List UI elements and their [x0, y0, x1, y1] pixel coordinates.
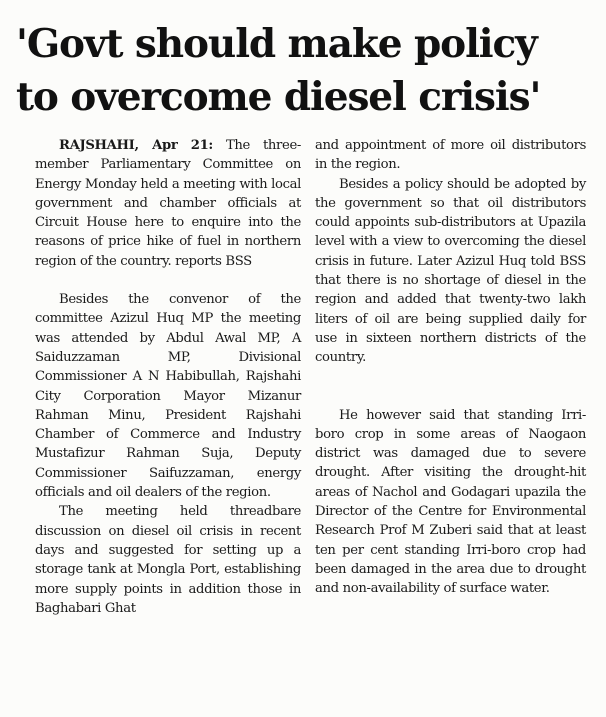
paragraph-1-text: The three-member Parliamentary Committee on Energy Monday held a meeting with local government and chamber officials at Circuit House here to enquire into the reasons of price hike of fuel in northern region of the country. reports BSS — [35, 138, 302, 269]
dateline: RAJSHAHI, Apr 21: — [59, 138, 213, 153]
article-paragraph-6: He however said that standing Irri-boro crop in some areas of Naogaon district was damaged due to severe drought. After visiting the drought-hit areas of Nachol and Godagari upazila the Director of the Centre for Environmental Research Prof M Zuberi said that at least ten per cent standing Irri-boro crop had been damaged in the area due to drought and non-availability of surface water. — [315, 407, 586, 597]
article-column-left — [35, 136, 301, 618]
article-paragraph-2: Besides the convenor of the committee Azizul Huq MP the meeting was attended by Abdul Awal MP, A Saiduzzaman MP, Divisional Commissioner A N Habibullah, Rajshahi City Corporation Mayor Mizanur Rahman Minu, President Rajshahi Chamber of Commerce and Industry Mustafizur Rahman Suja, Deputy Commissioner Saifuzzaman, energy officials and oil dealers of the region. — [35, 292, 301, 501]
article-paragraph-5: Besides a policy should be adopted by the government so that oil distributors could appoints sub-distributors at Upazila level with a view to overcoming the diesel crisis in future. Later Azizul Huq told BSS that there is no shortage of diesel in the region and added that twenty-two lakh liters of oil are being supplied daily for use in sixteen northern districts of the country. — [315, 176, 586, 366]
headline-line-2: to overcome diesel crisis' — [16, 74, 541, 120]
headline — [16, 18, 596, 124]
article-paragraph-3: The meeting held threadbare discussion on diesel oil crisis in recent days and suggested for setting up a storage tank at Mongla Port, establishing more supply points in addition those in Baghabari Ghat — [35, 504, 301, 616]
article-paragraph-4: and appointment of more oil distributors in the region. — [315, 138, 586, 173]
article-paragraph-1 — [35, 136, 301, 271]
headline-line-1: 'Govt should make policy — [16, 21, 537, 67]
article-column-right — [315, 136, 586, 599]
